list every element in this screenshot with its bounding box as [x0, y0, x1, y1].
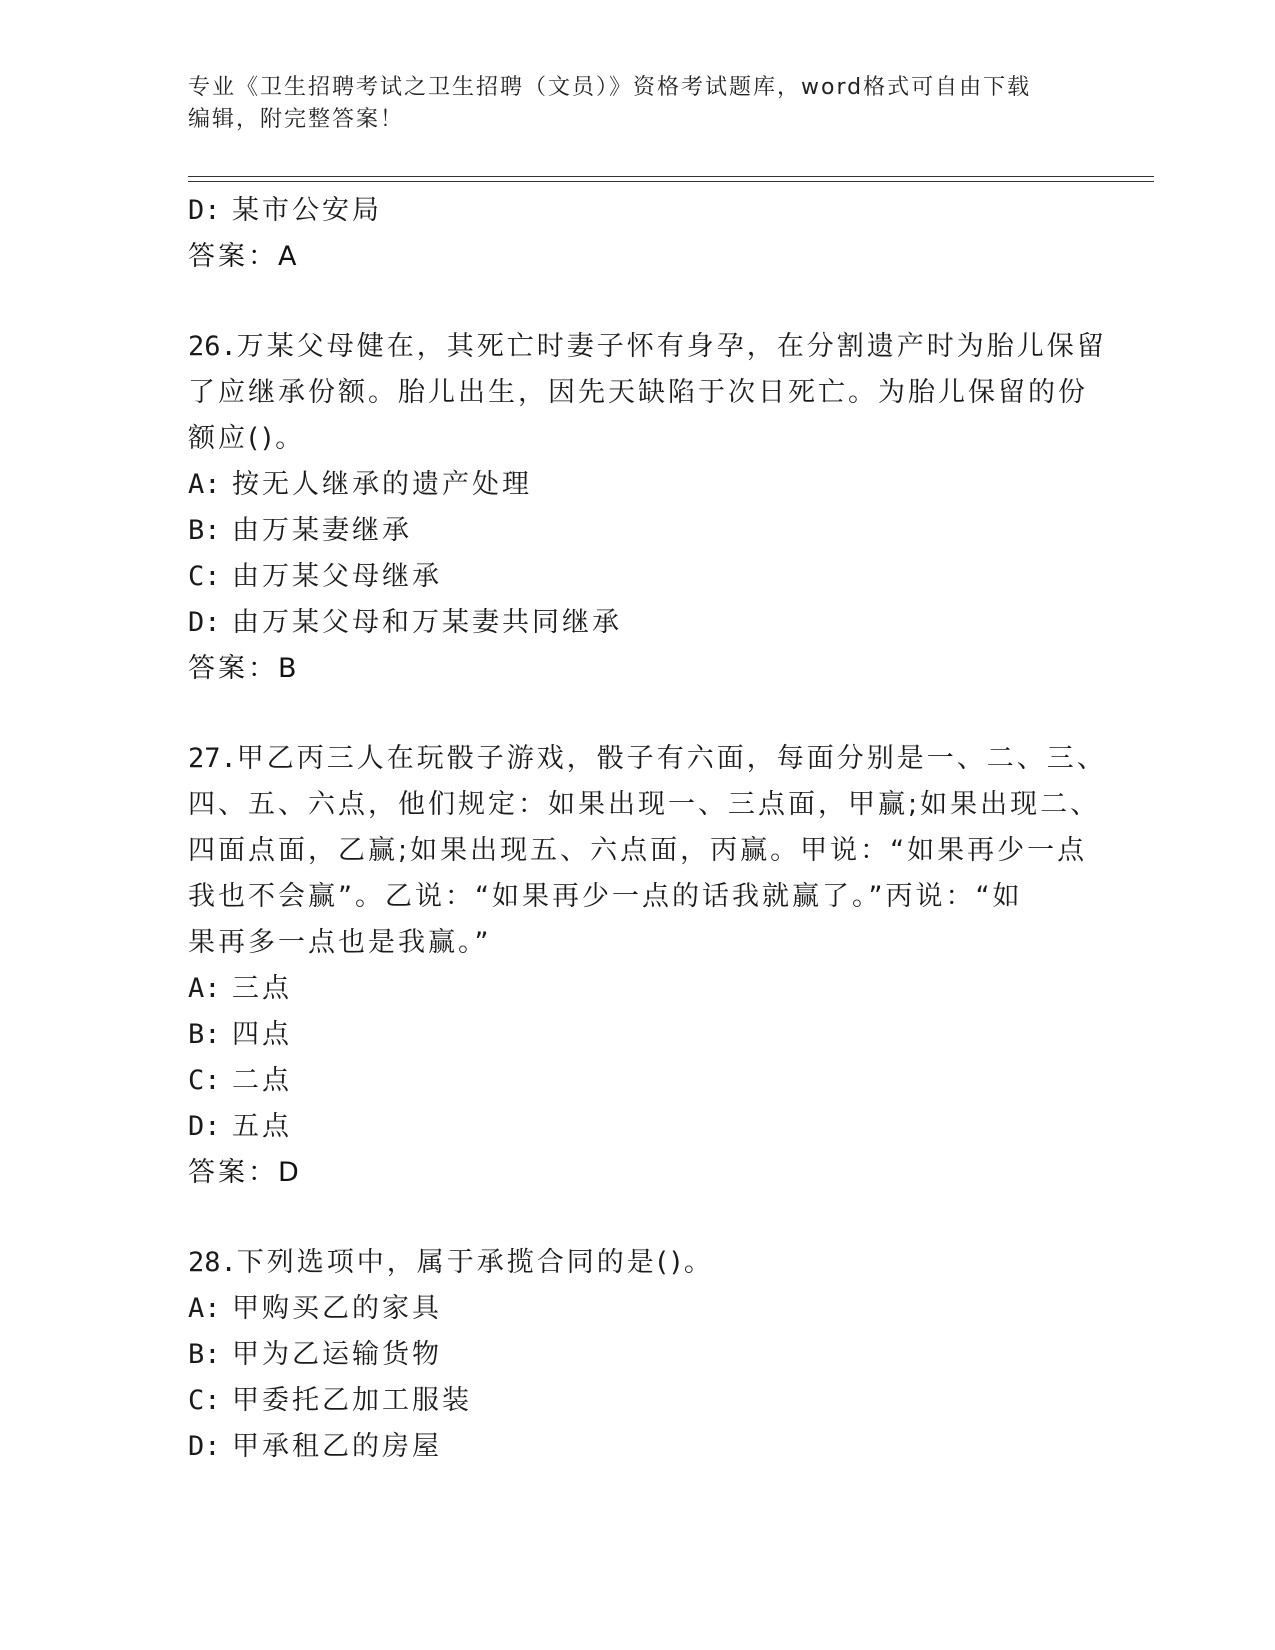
header-line-2: 编辑，附完整答案！ [188, 107, 405, 132]
question-stem-line: 我也不会赢”。乙说：“如果再少一点的话我就赢了。”丙说：“如 [188, 881, 1023, 912]
question-27 [188, 736, 1107, 1196]
question-stem-line: 了应继承份额。胎儿出生，因先天缺陷于次日死亡。为胎儿保留的份 [188, 377, 1088, 408]
option-b [188, 1332, 1088, 1378]
option-letter: A: [188, 973, 221, 1004]
question-stem-line: 果再多一点也是我赢。” [188, 927, 492, 958]
question-stem-line: 28.下列选项中，属于承揽合同的是()。 [188, 1247, 714, 1278]
question-number: 27. [188, 743, 237, 774]
question-stem-line: 26.万某父母健在，其死亡时妻子怀有身孕，在分割遗产时为胎儿保留 [188, 331, 1107, 362]
option-text: 三点 [232, 973, 292, 1004]
question-number: 28. [188, 1247, 237, 1278]
option-text: 甲购买乙的家具 [232, 1293, 442, 1324]
question-28 [188, 1240, 1088, 1470]
option-text: 甲承租乙的房屋 [232, 1431, 442, 1462]
answer-line: 答案：D [188, 1157, 302, 1188]
option-d [188, 600, 1088, 646]
option-letter: D: [188, 607, 221, 638]
option-text: 由万某父母继承 [232, 561, 442, 592]
option-a [188, 966, 1088, 1012]
option-letter: B: [188, 1019, 221, 1050]
option-c [188, 554, 1088, 600]
option-text: 甲为乙运输货物 [232, 1339, 442, 1370]
option-d [188, 1424, 1088, 1470]
option-a [188, 1286, 1088, 1332]
option-letter: D: [188, 1111, 221, 1142]
carryover-option-d [188, 188, 1088, 234]
header-divider-top [188, 176, 1154, 177]
option-text: 甲委托乙加工服装 [232, 1385, 472, 1416]
option-text: 由万某妻继承 [232, 515, 412, 546]
option-letter: B: [188, 515, 221, 546]
question-content [188, 188, 1107, 1470]
header-line-1: 专业《卫生招聘考试之卫生招聘（文员）》资格考试题库，word格式可自由下载 [188, 75, 1032, 100]
carryover-answer: 答案：A [188, 241, 300, 272]
question-26 [188, 324, 1107, 692]
option-d [188, 1104, 1088, 1150]
option-b [188, 1012, 1088, 1058]
header-divider-bottom [188, 181, 1154, 182]
option-text: 按无人继承的遗产处理 [232, 469, 532, 500]
question-stem-line: 额应()。 [188, 423, 306, 454]
question-number: 26. [188, 331, 237, 362]
document-header [188, 72, 1088, 136]
question-stem-line: 27.甲乙丙三人在玩骰子游戏，骰子有六面，每面分别是一、二、三、 [188, 743, 1107, 774]
question-stem-line: 四面点面，乙赢;如果出现五、六点面，丙赢。甲说：“如果再少一点 [188, 835, 1088, 866]
option-letter: D: [188, 195, 221, 226]
question-stem-line: 四、五、六点，他们规定：如果出现一、三点面，甲赢;如果出现二、 [188, 789, 1101, 820]
option-letter: A: [188, 1293, 221, 1324]
option-text: 二点 [232, 1065, 292, 1096]
option-letter: C: [188, 1065, 221, 1096]
option-a [188, 462, 1088, 508]
option-c [188, 1378, 1088, 1424]
option-text: 某市公安局 [232, 195, 382, 226]
answer-line: 答案：B [188, 653, 300, 684]
option-letter: D: [188, 1431, 221, 1462]
option-letter: C: [188, 561, 221, 592]
option-text: 由万某父母和万某妻共同继承 [232, 607, 622, 638]
option-text: 四点 [232, 1019, 292, 1050]
option-letter: A: [188, 469, 221, 500]
option-text: 五点 [232, 1111, 292, 1142]
option-letter: B: [188, 1339, 221, 1370]
option-letter: C: [188, 1385, 221, 1416]
option-b [188, 508, 1088, 554]
option-c [188, 1058, 1088, 1104]
